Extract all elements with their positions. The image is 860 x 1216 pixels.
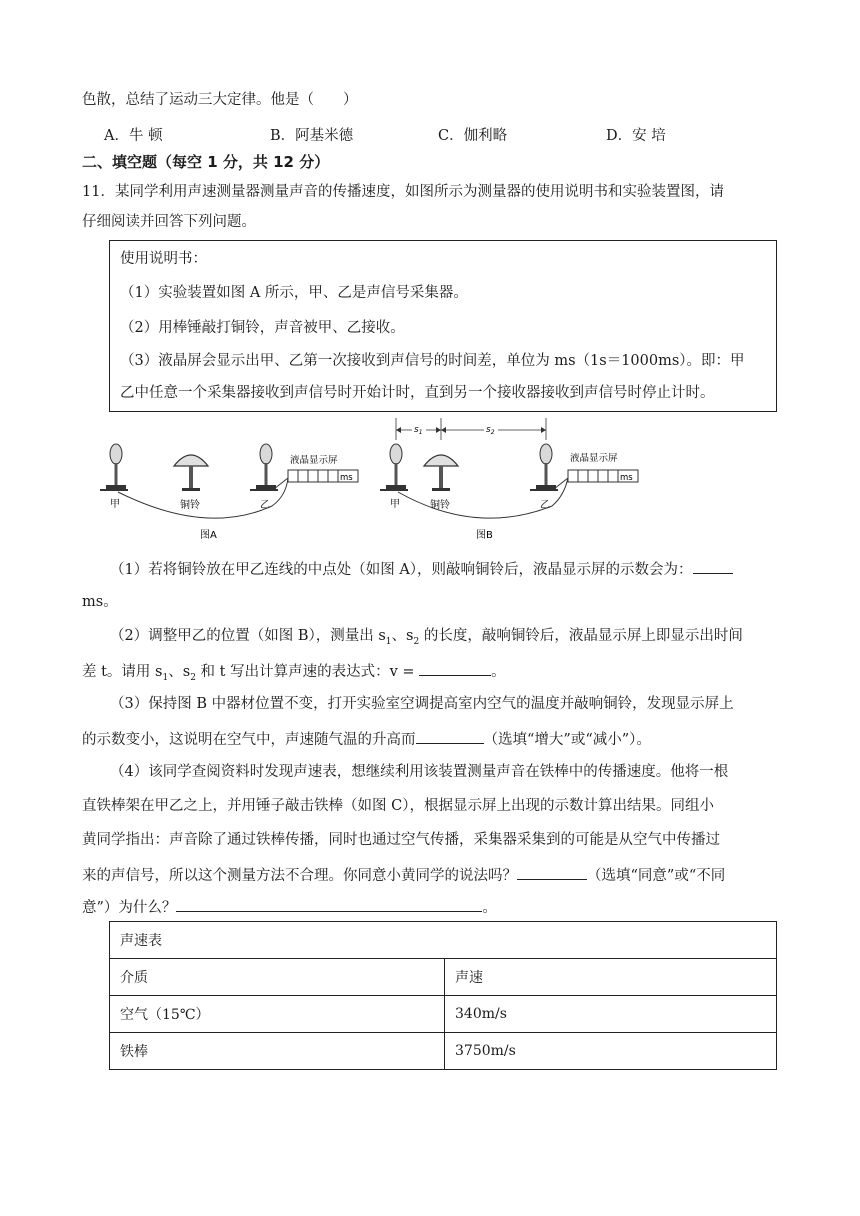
- sub3-text-b2: （选填“增大”或“减小”）。: [483, 732, 651, 748]
- label-yi-a: 乙: [260, 500, 270, 511]
- bell-b: [424, 455, 458, 491]
- lcd-label-b: 液晶显示屏: [570, 453, 618, 464]
- option-b: B．阿基米德: [270, 128, 354, 144]
- sub-question-1: [110, 558, 733, 580]
- collector-jia-a: [100, 444, 128, 491]
- collector-yi-b: [530, 444, 558, 491]
- sub2-text-b4: 。: [491, 664, 506, 680]
- sub3-text-b1: 的示数变小，这说明在空气中，声速随气温的升高而: [82, 732, 416, 748]
- header-speed: 声速: [445, 959, 777, 996]
- sub-question-4-line3: 黄同学指出：声音除了通过铁棒传播，同时也通过空气传播，采集器采集到的可能是从空气中传播过: [82, 832, 720, 848]
- sub4-text-d1: 来的声信号，所以这个测量方法不合理。你同意小黄同学的说法吗？: [82, 868, 517, 884]
- sub1-text: （1）若将铜铃放在甲乙连线的中点处（如图 A），则敲响铜铃后，液晶显示屏的示数会为：: [110, 562, 693, 578]
- answer-blank-2[interactable]: [419, 660, 491, 676]
- sub2-b-s2-sub: 2: [190, 672, 196, 683]
- sub2-b-s1-sub: 1: [162, 672, 169, 683]
- figure-a-label: 图A: [200, 530, 217, 541]
- manual-item-3b: 乙中任意一个采集器接收到声信号时开始计时，直到另一个接收器接收到声信号时停止计时。: [120, 385, 715, 401]
- answer-blank-3[interactable]: [416, 728, 484, 744]
- label-s1: $s_1$: [414, 425, 423, 436]
- sub4-text-d2: （选填“同意”或“不同: [587, 868, 726, 884]
- collector-jia-b: [380, 444, 408, 491]
- cell-medium: 空气（15℃）: [110, 996, 445, 1033]
- sub2-text-b3: 和 t 写出计算声速的表达式：v =: [195, 664, 420, 680]
- table-title-row: [110, 922, 777, 959]
- question-11-line1: 11．某同学利用声速测量器测量声音的传播速度，如图所示为测量器的使用说明书和实验装置图，请: [82, 184, 724, 200]
- manual-item-1: （1）实验装置如图 A 所示，甲、乙是声信号采集器。: [120, 285, 468, 301]
- manual-title: 使用说明书：: [120, 251, 207, 267]
- figure-b-label: 图B: [476, 530, 493, 541]
- table-header-row: [110, 959, 777, 996]
- bell-a: [174, 455, 208, 491]
- label-s2: $s_2$: [486, 425, 495, 436]
- collector-yi-a: [250, 444, 278, 491]
- option-a: A．牛 顿: [104, 128, 163, 144]
- apparatus-figure: [96, 416, 656, 546]
- figure-b: [380, 418, 638, 541]
- sub2-text-a: （2）调整甲乙的位置（如图 B），测量出 s: [110, 628, 386, 644]
- header-medium: 介质: [110, 959, 445, 996]
- table-title: 声速表: [110, 922, 777, 959]
- sub2-text-end: 的长度，敲响铜铃后，液晶显示屏上即显示出时间: [419, 628, 743, 644]
- answer-blank-4[interactable]: [517, 864, 587, 880]
- sub2-text-b1: 差 t。请用 s: [82, 664, 163, 680]
- sub-question-3-line2: [82, 728, 651, 750]
- sub2-s2-sub: 2: [413, 636, 420, 647]
- cell-speed: 3750m/s: [445, 1033, 777, 1070]
- label-jia-b: 甲: [390, 499, 400, 510]
- manual-item-3a: （3）液晶屏会显示出甲、乙第一次接收到声信号的时间差，单位为 ms（1s＝1000ms）。即：甲: [120, 353, 745, 369]
- answer-blank-1[interactable]: [693, 558, 733, 574]
- sub-question-2-line2: [82, 660, 506, 688]
- option-c: C．伽利略: [438, 128, 508, 144]
- sub-question-4-line5: [82, 896, 497, 918]
- question-11-line2: 仔细阅读并回答下列问题。: [82, 214, 256, 230]
- section-title: 二、填空题（每空 1 分，共 12 分）: [82, 153, 330, 171]
- cell-medium: 铁棒: [110, 1033, 445, 1070]
- sub2-text-mid: 、s: [391, 628, 414, 644]
- lcd-label-a: 液晶显示屏: [290, 455, 338, 466]
- sub-question-4-line4: [82, 864, 725, 886]
- lcd-ms-b: ms: [620, 473, 633, 483]
- speed-of-sound-table: [109, 921, 777, 1070]
- label-jia-a: 甲: [110, 499, 120, 510]
- figure-a: [100, 444, 358, 541]
- sub-question-3: （3）保持图 B 中器材位置不变，打开实验室空调提高室内空气的温度并敲响铜铃，发现显示屏上: [110, 696, 734, 712]
- answer-blank-5[interactable]: [176, 896, 482, 912]
- sub-question-4-line2: 直铁棒架在甲乙之上，并用锤子敲击铁棒（如图 C），根据显示屏上出现的示数计算出结果。同组小: [82, 798, 714, 814]
- option-d: D．安 培: [606, 128, 666, 144]
- manual-item-2: （2）用棒锤敲打铜铃，声音被甲、乙接收。: [120, 320, 405, 336]
- cell-speed: 340m/s: [445, 996, 777, 1033]
- label-bell-a: 铜铃: [180, 500, 200, 511]
- table-row: [110, 1033, 777, 1070]
- label-yi-b: 乙: [540, 500, 550, 511]
- sub2-s1-sub: 1: [385, 636, 392, 647]
- sub-question-2: [110, 626, 743, 652]
- table-row: [110, 996, 777, 1033]
- question-10-tail: 色散，总结了运动三大定律。他是（ ）: [82, 92, 358, 108]
- label-bell-b: 铜铃: [430, 500, 450, 511]
- sub-question-1-end: ms。: [82, 594, 118, 610]
- sub4-text-e1: 意”）为什么？: [82, 900, 177, 916]
- sub-question-4: （4）该同学查阅资料时发现声速表，想继续利用该装置测量声音在铁棒中的传播速度。他将一根: [110, 764, 729, 780]
- lcd-ms-a: ms: [340, 473, 353, 483]
- sub2-text-b2: 、s: [168, 664, 191, 680]
- sub4-text-e2: 。: [482, 900, 497, 916]
- manual-box: [109, 240, 777, 412]
